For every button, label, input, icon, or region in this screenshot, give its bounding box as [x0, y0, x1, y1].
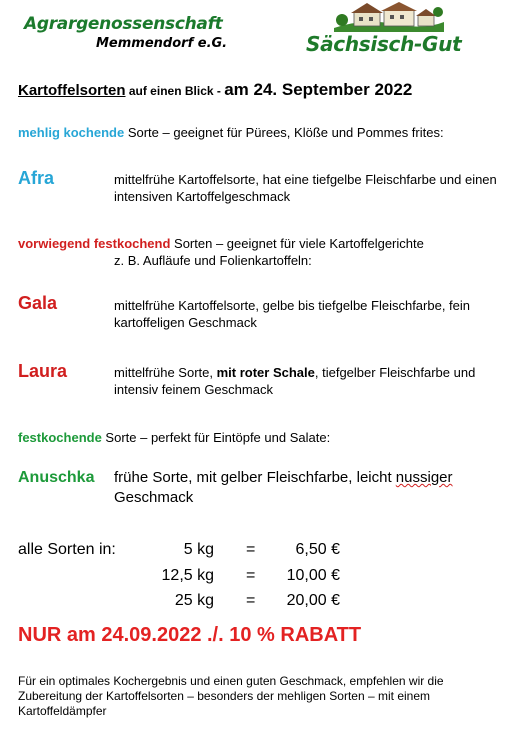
category-text: Sorte – perfekt für Eintöpfe und Salate: [101, 430, 331, 445]
category-text: Sorten – geeignet für viele Kartoffelgerichte [170, 236, 424, 251]
page-title [18, 80, 412, 100]
variety-desc-anuschka [114, 468, 499, 508]
laura-desc-post: , tiefgelber Fleischfarbe und intensiv feinem Geschmack [114, 365, 476, 397]
category-festkochend [18, 430, 330, 445]
variety-name-gala: Gala [18, 293, 58, 313]
anuschka-desc-squiggle: nussiger [395, 469, 453, 486]
price-qty: 12,5 kg [161, 567, 214, 584]
laura-desc-pre: mittelfrühe Sorte, [114, 365, 217, 380]
logo-saechsisch-gut [300, 2, 480, 58]
logo-agrargenossenschaft [24, 14, 227, 51]
discount-banner: NUR am 24.09.2022 ./. 10 % RABATT [18, 624, 362, 646]
variety-desc-afra: mittelfrühe Kartoffelsorte, hat eine tiefgelbe Fleischfarbe und einen intensiven Kartoffelgeschmack [114, 172, 497, 204]
headline-part2: auf einen Blick - [125, 84, 225, 98]
price-qty: 5 kg [183, 541, 214, 558]
headline-date: am 24. September 2022 [224, 80, 413, 99]
category-vorwiegend-line2: z. B. Aufläufe und Folienkartoffeln: [114, 253, 312, 268]
price-label: alle Sorten in: [18, 541, 116, 558]
price-eq: = [246, 541, 256, 558]
category-keyword: mehlig kochende [18, 125, 125, 140]
category-vorwiegend [18, 236, 424, 251]
logo-left-line1: Agrargenossenschaft [24, 14, 223, 34]
price-value: 6,50 € [295, 541, 340, 558]
price-value: 20,00 € [286, 592, 340, 609]
category-text: Sorte – geeignet für Pürees, Klöße und Pommes frites: [124, 125, 444, 140]
variety-desc-gala: mittelfrühe Kartoffelsorte, gelbe bis tiefgelbe Fleischfarbe, fein kartoffeligen Geschmack [114, 298, 471, 330]
variety-name-laura: Laura [18, 361, 68, 381]
anuschka-desc-post: Geschmack [114, 489, 194, 506]
headline-part1: Kartoffelsorten [18, 82, 126, 99]
logo-right-text: Sächsisch-Gut [306, 32, 462, 56]
category-keyword: vorwiegend festkochend [18, 236, 171, 251]
laura-desc-bold: mit roter Schale [216, 365, 315, 380]
category-keyword: festkochende [18, 430, 102, 445]
anuschka-desc-pre: frühe Sorte, mit gelber Fleischfarbe, leicht [114, 469, 396, 486]
price-value: 10,00 € [286, 567, 340, 584]
variety-name-anuschka: Anuschka [18, 469, 95, 486]
footer-note: Für ein optimales Kochergebnis und einen guten Geschmack, empfehlen wir die Zubereitung der Kartoffelsorten – besonders der mehligen Sorten – mit einem Kartoffeldämpfer [18, 674, 444, 718]
variety-name-afra: Afra [18, 168, 55, 188]
price-eq: = [246, 567, 256, 584]
price-qty: 25 kg [174, 592, 214, 609]
variety-desc-laura [114, 364, 499, 398]
category-mehlig [18, 125, 444, 140]
logo-left-line2: Memmendorf e.G. [96, 36, 228, 51]
farmhouse-icon [334, 2, 444, 32]
price-eq: = [246, 592, 256, 609]
